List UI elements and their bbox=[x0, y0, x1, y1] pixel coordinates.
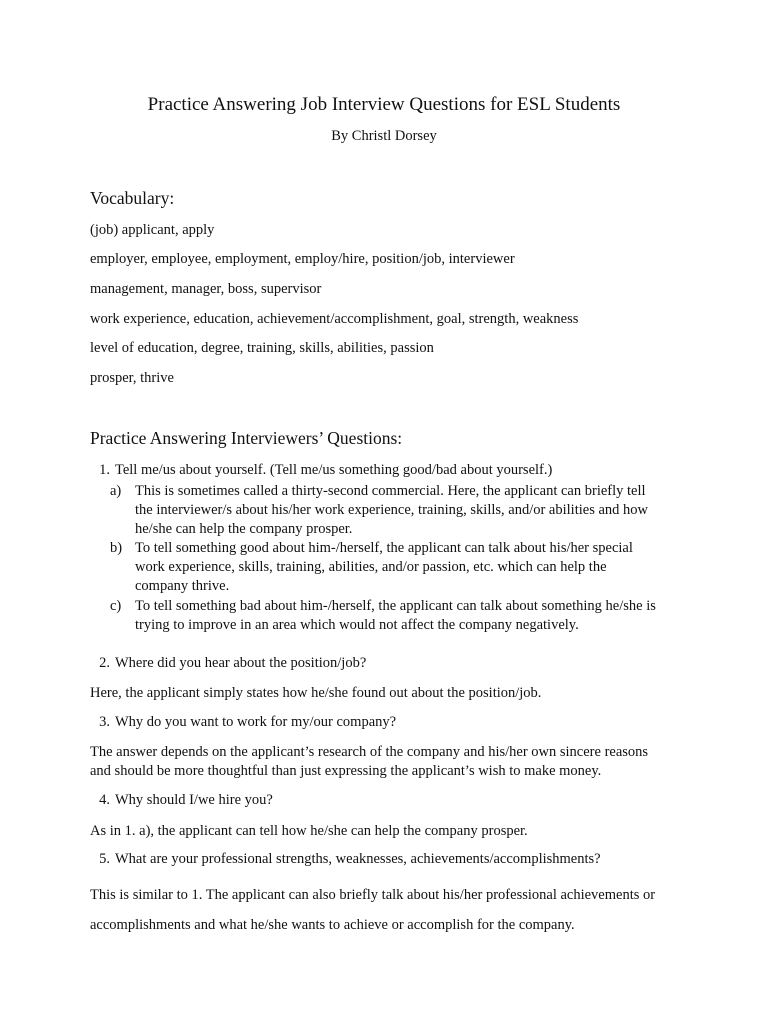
answer-line: Here, the applicant simply states how he/she found out about the position/job. bbox=[90, 685, 542, 701]
question-5 bbox=[64, 851, 601, 868]
vocabulary-line: (job) applicant, apply bbox=[90, 222, 215, 238]
practice-heading: Practice Answering Interviewers’ Questions: bbox=[90, 428, 403, 448]
subitem-line: To tell something good about him-/herself, the applicant can talk about his/her special bbox=[135, 540, 633, 556]
subitem-marker: a) bbox=[110, 483, 122, 499]
question-4 bbox=[64, 792, 273, 809]
vocabulary-line: employer, employee, employment, employ/hire, position/job, interviewer bbox=[90, 251, 515, 267]
question-number: 1. bbox=[99, 462, 110, 478]
vocabulary-line: level of education, degree, training, skills, abilities, passion bbox=[90, 340, 434, 356]
answer-line: The answer depends on the applicant’s research of the company and his/her own sincere reasons bbox=[90, 744, 649, 760]
subitem-line: he/she can help the company prosper. bbox=[135, 521, 353, 537]
document-author: By Christl Dorsey bbox=[331, 128, 437, 144]
question-number: 5. bbox=[99, 851, 110, 867]
vocabulary-line: work experience, education, achievement/accomplishment, goal, strength, weakness bbox=[90, 311, 579, 327]
subitem-line: the interviewer/s about his/her work experience, training, skills, and/or abilities and how bbox=[135, 502, 649, 518]
question-number: 2. bbox=[99, 655, 110, 671]
subitem-line: This is sometimes called a thirty-second commercial. Here, the applicant can briefly tell bbox=[135, 483, 646, 499]
vocabulary-line: prosper, thrive bbox=[90, 370, 174, 386]
subitem-line: company thrive. bbox=[135, 578, 230, 594]
answer-paragraph-4 bbox=[90, 822, 528, 841]
question-1 bbox=[64, 462, 552, 479]
question-text: Where did you hear about the position/job? bbox=[115, 655, 367, 671]
answer-line: As in 1. a), the applicant can tell how he/she can help the company prosper. bbox=[90, 823, 528, 839]
subitem-line: trying to improve in an area which would not affect the company negatively. bbox=[135, 617, 579, 633]
question-number: 3. bbox=[99, 714, 110, 730]
question-number: 4. bbox=[99, 792, 110, 808]
answer-paragraph-3 bbox=[90, 743, 648, 781]
subitem-marker: c) bbox=[110, 598, 122, 614]
vocabulary-line: management, manager, boss, supervisor bbox=[90, 281, 322, 297]
subitem-line: work experience, skills, training, abilities, and/or passion, etc. which can help the bbox=[135, 559, 607, 575]
answer-line: accomplishments and what he/she wants to achieve or accomplish for the company. bbox=[90, 917, 575, 933]
document-title: Practice Answering Job Interview Questions for ESL Students bbox=[147, 94, 621, 115]
answer-paragraph-5 bbox=[90, 880, 655, 940]
question-3 bbox=[64, 714, 396, 731]
subitem-line: To tell something bad about him-/herself, the applicant can talk about something he/she is bbox=[135, 598, 656, 614]
question-text: Tell me/us about yourself. (Tell me/us something good/bad about yourself.) bbox=[115, 462, 553, 478]
question-2 bbox=[64, 655, 366, 672]
answer-line: This is similar to 1. The applicant can also briefly talk about his/her professional achievements or bbox=[90, 887, 656, 903]
subitem-marker: b) bbox=[110, 540, 123, 556]
question-text: Why should I/we hire you? bbox=[115, 792, 273, 808]
answer-line: and should be more thoughtful than just expressing the applicant’s wish to make money. bbox=[90, 763, 602, 779]
vocabulary-heading: Vocabulary: bbox=[90, 188, 175, 208]
question-text: Why do you want to work for my/our company? bbox=[115, 714, 397, 730]
question-text: What are your professional strengths, weaknesses, achievements/accomplishments? bbox=[115, 851, 601, 867]
answer-paragraph-2 bbox=[90, 684, 541, 703]
